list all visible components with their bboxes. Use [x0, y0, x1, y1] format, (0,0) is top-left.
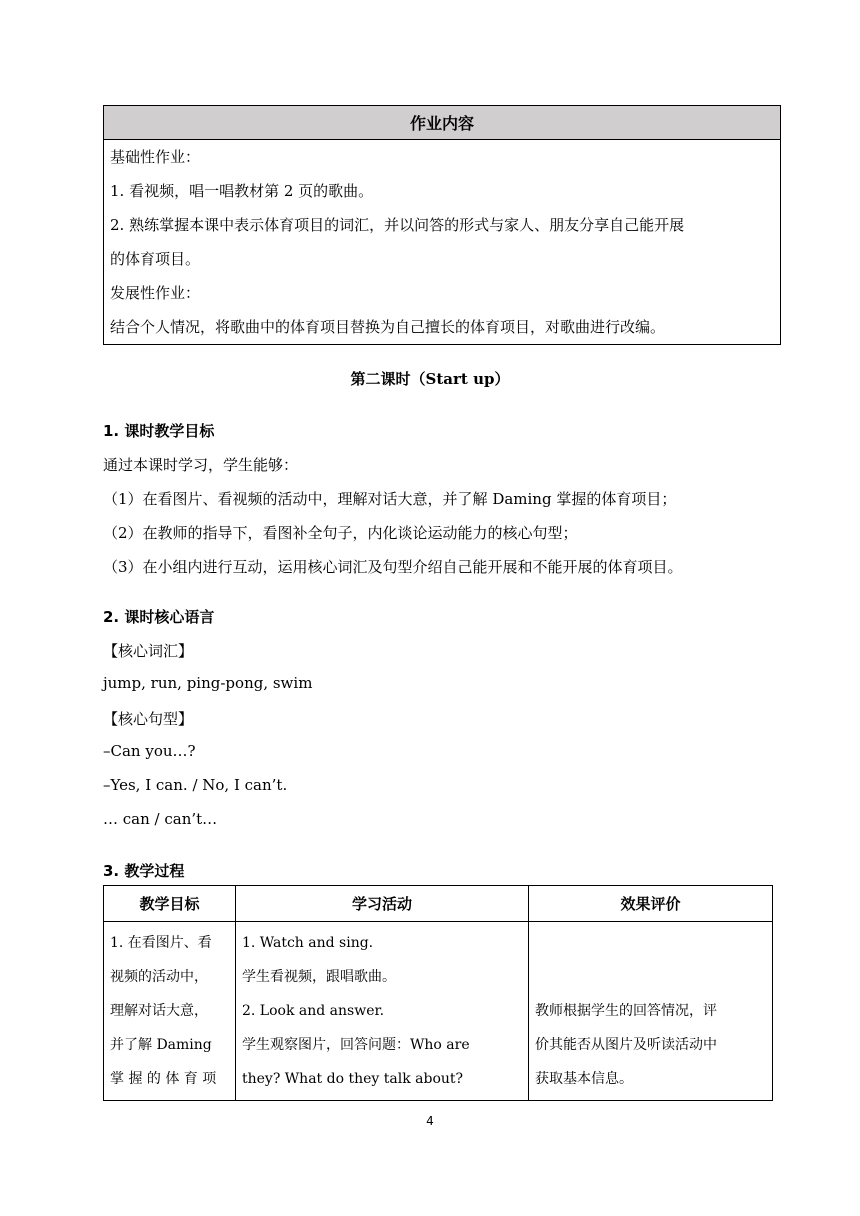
- homework-line: 2. 熟练掌握本课中表示体育项目的词汇，并以问答的形式与家人、朋友分享自己能开展: [110, 216, 685, 234]
- process-table: [103, 885, 773, 1101]
- goal-line: 掌 握 的 体 育 项: [110, 1071, 217, 1087]
- page-number: 4: [426, 1114, 434, 1128]
- column-header-goal: 教学目标: [104, 886, 236, 922]
- column-header-activity: 学习活动: [236, 886, 529, 922]
- evaluation-line: 获取基本信息。: [535, 1071, 633, 1087]
- objectives-intro: 通过本课时学习，学生能够：: [103, 456, 299, 474]
- homework-header: 作业内容: [104, 106, 781, 140]
- goal-line: 并了解 Daming: [110, 1037, 212, 1053]
- vocab-list: jump, run, ping-pong, swim: [103, 674, 313, 692]
- activity-line: 1. Watch and sing.: [242, 935, 374, 951]
- activity-line: 2. Look and answer.: [242, 1003, 385, 1019]
- homework-line: 发展性作业：: [110, 284, 201, 302]
- pattern-line: –Can you…?: [103, 742, 196, 760]
- goal-cell: [104, 922, 236, 1101]
- section-title-core-language: 2. 课时核心语言: [103, 608, 215, 626]
- vocab-label: 【核心词汇】: [103, 642, 194, 660]
- evaluation-line: 教师根据学生的回答情况，评: [535, 1003, 717, 1019]
- homework-body: [104, 140, 781, 345]
- evaluation-cell: [529, 922, 773, 1101]
- homework-line: 1. 看视频，唱一唱教材第 2 页的歌曲。: [110, 182, 374, 200]
- homework-line: 的体育项目。: [110, 250, 201, 268]
- activity-line: 学生看视频，跟唱歌曲。: [242, 969, 396, 985]
- column-header-evaluation: 效果评价: [529, 886, 773, 922]
- activity-line: they? What do they talk about?: [242, 1071, 464, 1087]
- lesson-title: 第二课时（Start up）: [350, 370, 510, 388]
- evaluation-line: 价其能否从图片及听读活动中: [535, 1037, 717, 1053]
- section-title-objectives: 1. 课时教学目标: [103, 422, 215, 440]
- goal-line: 视频的活动中，: [110, 969, 208, 985]
- activity-line: 学生观察图片，回答问题：Who are: [242, 1037, 470, 1053]
- activity-cell: [236, 922, 529, 1101]
- objective-item: （2）在教师的指导下，看图补全句子，内化谈论运动能力的核心句型；: [103, 524, 578, 542]
- pattern-label: 【核心句型】: [103, 710, 194, 728]
- goal-line: 理解对话大意，: [110, 1003, 208, 1019]
- pattern-line: –Yes, I can. / No, I can’t.: [103, 776, 288, 794]
- goal-line: 1. 在看图片、看: [110, 935, 212, 951]
- homework-table: [103, 105, 781, 345]
- objective-item: （1）在看图片、看视频的活动中，理解对话大意，并了解 Daming 掌握的体育项目；: [103, 490, 677, 508]
- homework-line: 结合个人情况，将歌曲中的体育项目替换为自己擅长的体育项目，对歌曲进行改编。: [110, 318, 666, 336]
- pattern-line: … can / can’t…: [103, 810, 218, 828]
- objective-item: （3）在小组内进行互动，运用核心词汇及句型介绍自己能开展和不能开展的体育项目。: [103, 558, 683, 576]
- homework-line: 基础性作业：: [110, 148, 201, 166]
- section-title-process: 3. 教学过程: [103, 862, 185, 880]
- table-row: [104, 922, 773, 1101]
